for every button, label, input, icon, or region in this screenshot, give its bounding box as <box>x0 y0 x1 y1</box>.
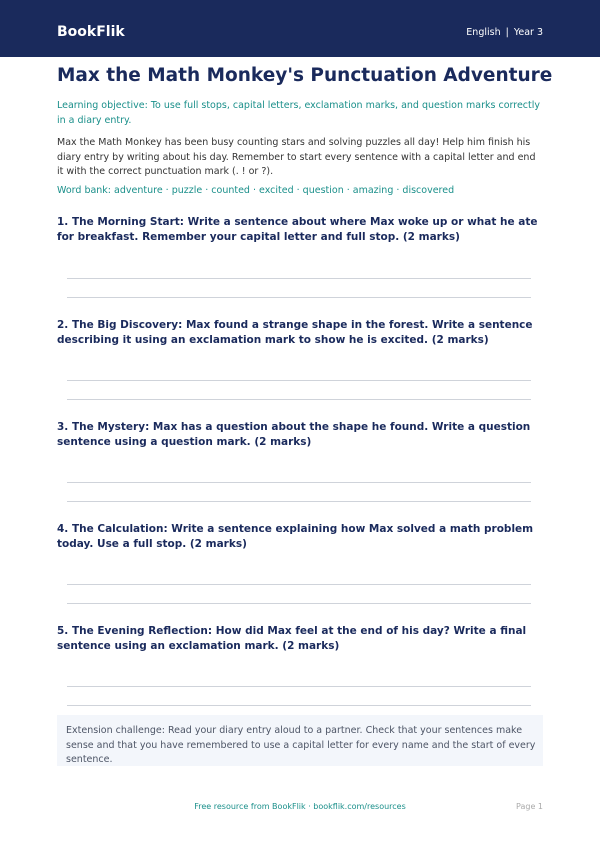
answer-line-5a[interactable] <box>67 686 531 687</box>
subject-label: English <box>466 27 501 38</box>
question-4: 4. The Calculation: Write a sentence explaining how Max solved a math problem today. Use a full stop. (2 marks) <box>57 523 534 550</box>
answer-line-4b[interactable] <box>67 603 531 604</box>
question-2: 2. The Big Discovery: Max found a strange shape in the forest. Write a sentence describing it using an exclamation mark to show he is excited. (2 marks) <box>57 319 533 346</box>
answer-line-1a[interactable] <box>67 278 531 279</box>
brand-logo[interactable]: BookFlik <box>57 24 125 40</box>
question-1: 1. The Morning Start: Write a sentence about where Max woke up or what he ate for breakfast. Remember your capital letter and full stop. (2 marks) <box>57 216 538 243</box>
question-5: 5. The Evening Reflection: How did Max feel at the end of his day? Write a final sentence using an exclamation mark. (2 marks) <box>57 625 527 652</box>
word-bank: Word bank: adventure · puzzle · counted · excited · question · amazing · discovered <box>57 185 455 196</box>
footer-resource-link[interactable]: Free resource from BookFlik · bookflik.com/resources <box>194 802 406 811</box>
answer-line-3b[interactable] <box>67 501 531 502</box>
page-number: Page 1 <box>516 802 543 811</box>
extension-challenge-box <box>57 715 543 766</box>
intro-paragraph: Max the Math Monkey has been busy counting stars and solving puzzles all day! Help him finish his diary entry by writing about his day. Remember to start every sentence with a capital letter and end it with the correct punctuation mark (. ! or ?). <box>57 137 536 177</box>
learning-objective: Learning objective: To use full stops, capital letters, exclamation marks, and question marks correctly in a diary entry. <box>57 100 540 126</box>
worksheet-title: Max the Math Monkey's Punctuation Adventure <box>57 65 553 86</box>
meta-separator: | <box>505 27 509 38</box>
answer-line-2b[interactable] <box>67 399 531 400</box>
answer-line-3a[interactable] <box>67 482 531 483</box>
year-label: Year 3 <box>513 27 543 38</box>
answer-line-4a[interactable] <box>67 584 531 585</box>
answer-line-2a[interactable] <box>67 380 531 381</box>
question-3: 3. The Mystery: Max has a question about the shape he found. Write a question sentence using a question mark. (2 marks) <box>57 421 531 448</box>
subject-year-label <box>466 27 543 39</box>
extension-challenge-text: Extension challenge: Read your diary entry aloud to a partner. Check that your sentences make sense and that you have remembered to use a capital letter for every name and the start of every sentence. <box>66 725 536 765</box>
answer-line-5b[interactable] <box>67 705 531 706</box>
page-header <box>0 0 600 57</box>
answer-line-1b[interactable] <box>67 297 531 298</box>
